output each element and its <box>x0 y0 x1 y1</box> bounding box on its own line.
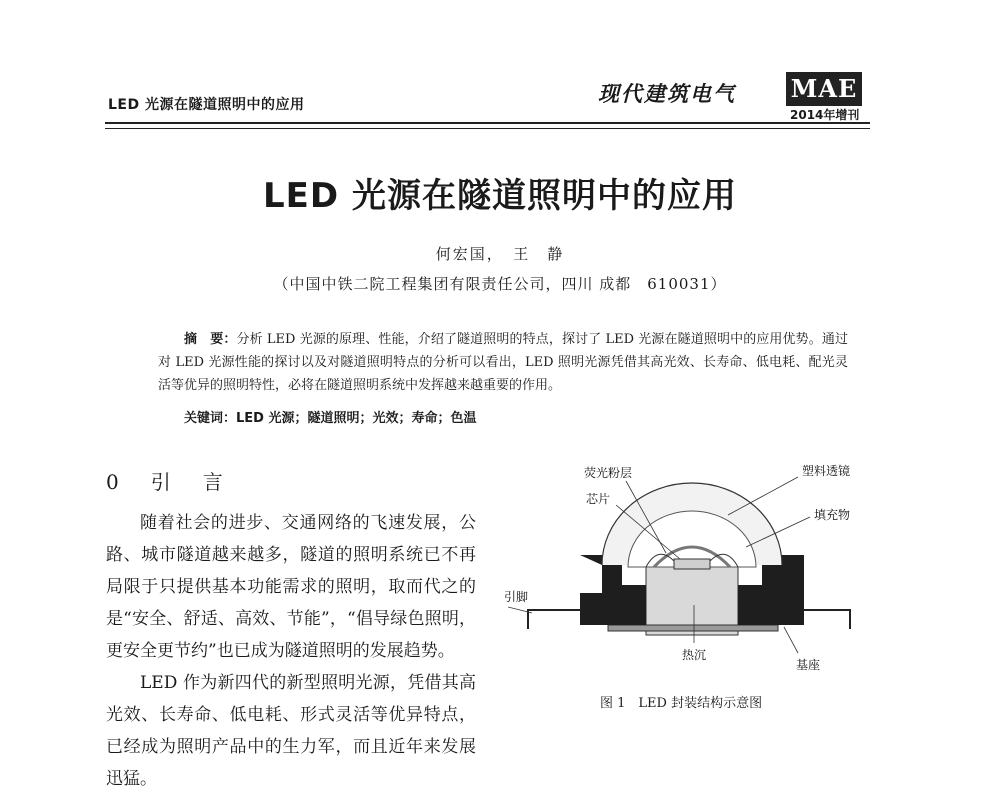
article-affiliation: （中国中铁二院工程集团有限责任公司，四川 成都 610031） <box>273 275 727 293</box>
led-package-diagram <box>498 455 878 690</box>
label-base: 基座 <box>796 658 821 672</box>
body-paragraph: 随着社会的进步、交通网络的飞速发展，公路、城市隧道越来越多，隧道的照明系统已不再局限于只提供基本功能需求的照明，取而代之的是“安全、舒适、高效、节能”，“倡导绿色照明，更安全更节约”也已成为隧道照明的发展趋势。 <box>106 513 476 661</box>
lead-pin-right <box>804 610 850 629</box>
article-title: LED 光源在隧道照明中的应用 <box>263 176 737 216</box>
abstract-label: 摘 要： <box>184 332 237 347</box>
journal-logo: MAE <box>786 72 862 106</box>
header-rule-thick <box>105 122 870 124</box>
label-lead: 引脚 <box>504 590 529 604</box>
keywords-text: LED 光源；隧道照明；光效；寿命；色温 <box>236 411 477 426</box>
base-plate <box>608 625 778 631</box>
keywords-label: 关键词： <box>184 411 237 426</box>
header-rule-thin <box>105 128 870 129</box>
article-authors: 何宏国， 王 静 <box>435 245 565 263</box>
abstract-text: 分析 LED 光源的原理、性能，介绍了隧道照明的特点，探讨了 LED 光源在隧道照明中的应用优势。通过对 LED 光源性能的探讨以及对隧道照明特点的分析可以看出，LED 照明光源凭借其高光效、长寿命、低电耗、配光灵活等优异的照明特性，必将在隧道照明系统中发挥越来越重要的作用。 <box>158 332 848 393</box>
lead-pin-left <box>528 610 580 629</box>
section-body <box>106 507 476 795</box>
chip <box>674 559 710 569</box>
body-paragraph: LED 作为新四代的新型照明光源，凭借其高光效、长寿命、低电耗、形式灵活等优异特点，已经成为照明产品中的生力军，而且近年来发展迅猛。 <box>106 673 476 789</box>
issue-label: 2014年增刊 <box>790 108 860 122</box>
running-title: LED 光源在隧道照明中的应用 <box>108 97 305 113</box>
label-chip: 芯片 <box>586 492 611 506</box>
label-filler: 填充物 <box>814 508 851 522</box>
label-heatsink: 热沉 <box>682 648 707 662</box>
label-lens: 塑料透镜 <box>802 464 851 478</box>
label-phosphor: 荧光粉层 <box>584 466 633 480</box>
figure-caption: 图 1 LED 封装结构示意图 <box>600 696 763 711</box>
journal-name: 现代建筑电气 <box>598 81 736 106</box>
section-heading: 0 引 言 <box>106 470 229 494</box>
abstract <box>158 328 848 397</box>
keywords <box>184 407 477 426</box>
